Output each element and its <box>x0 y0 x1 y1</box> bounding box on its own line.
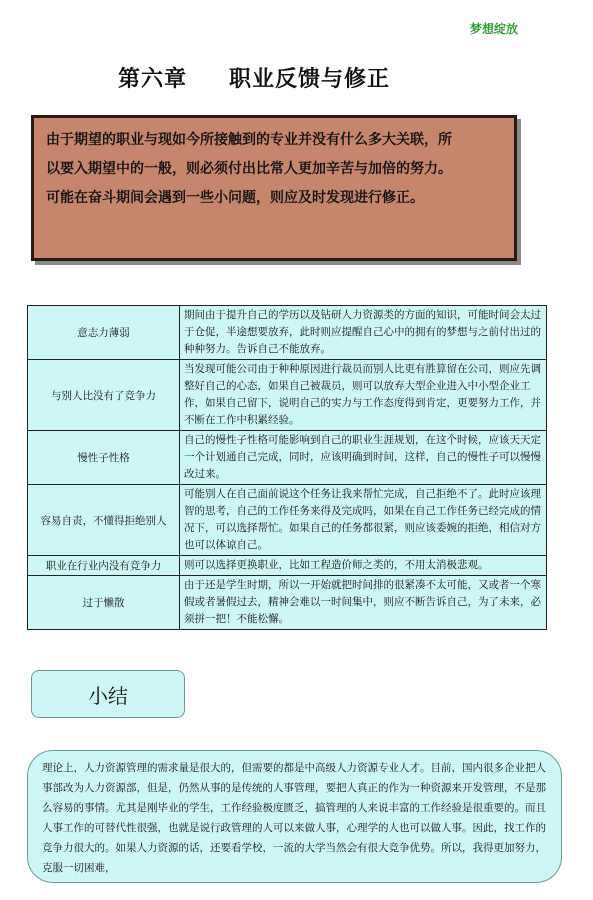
issue-cell: 意志力薄弱 <box>28 306 180 360</box>
table-row <box>28 360 547 431</box>
table-row <box>28 576 547 630</box>
table-row <box>28 431 547 485</box>
table-row <box>28 306 547 360</box>
issue-cell: 容易自责，不懂得拒绝别人 <box>28 485 180 556</box>
issues-table <box>27 305 547 630</box>
table-row <box>28 485 547 556</box>
intro-line: 以要入期望中的一般，则必须付出比常人更加辛苦与加倍的努力。 <box>46 161 452 177</box>
table-row <box>28 556 547 576</box>
solution-cell: 自己的慢性子性格可能影响到自己的职业生涯规划，在这个时候，应该天天定一个计划通自己完成，同时，应该明确到时间，这样，自己的慢性子可以慢慢改过来。 <box>180 431 547 485</box>
solution-cell: 当发现可能公司由于种种原因进行裁员而别人比更有胜算留在公司，则应先调整好自己的心态，如果自己被裁员，则可以放弃大型企业进入中小型企业工作，如果自己留下，说明自己的实力与工作态度得到肯定，更要努力工作，并不断在工作中积累经验。 <box>180 360 547 431</box>
solution-cell: 由于还是学生时期，所以一开始就把时间排的很紧凑不太可能，又或者一个寒假或者暑假过去，精神会难以一时间集中，则应不断告诉自己，为了未来，必须拼一把！不能松懈。 <box>180 576 547 630</box>
intro-line: 可能在奋斗期间会遇到一些小问题，则应及时发现进行修正。 <box>46 190 424 206</box>
issue-cell: 过于懒散 <box>28 576 180 630</box>
issue-cell: 职业在行业内没有竞争力 <box>28 556 180 576</box>
chapter-name: 职业反馈与修正 <box>229 67 391 92</box>
issue-cell: 慢性子性格 <box>28 431 180 485</box>
intro-box <box>31 115 517 261</box>
summary-heading: 小结 <box>31 670 185 718</box>
issue-cell: 与别人比没有了竞争力 <box>28 360 180 431</box>
solution-cell: 可能别人在自己面前说这个任务让我来帮忙完成，自己拒绝不了。此时应该理智的思考，自己的工作任务来得及完成吗，如果在自己工作任务已经完成的情况下，可以选择帮忙。如果自己的任务都很紧，则应该委婉的拒绝，相信对方也可以体谅自己。 <box>180 485 547 556</box>
solution-cell: 则可以选择更换职业，比如工程造价师之类的，不用太消极悲观。 <box>180 556 547 576</box>
solution-cell: 期间由于提升自己的学历以及钻研人力资源类的方面的知识，可能时间会太过于仓促，半途想要放弃，此时则应提醒自己心中的拥有的梦想与之前付出过的种种努力。告诉自己不能放弃。 <box>180 306 547 360</box>
intro-line: 由于期望的职业与现如今所接触到的专业并没有什么多大关联，所 <box>46 132 452 148</box>
chapter-title <box>118 62 390 93</box>
chapter-number: 第六章 <box>118 67 188 92</box>
summary-text: 理论上，人力资源管理的需求量是很大的，但需要的都是中高级人力资源专业人才。目前，国内很多企业把人事部改为人力资源部，但是，仍然从事的是传统的人事管理，要把人真正的作为一种资源来开发管理，不是那么容易的事情。尤其是刚毕业的学生，工作经验极度匮乏，搞管理的人来说丰富的工作经验是很重要的。而且人事工作的可替代性很强，也就是说行政管理的人可以来做人事，心理学的人也可以做人事。因此，找工作的竞争力很大的。如果人力资源的话，还要看学校，一流的大学当然会有很大竞争优势。所以，我得更加努力，克服一切困难， <box>27 750 562 883</box>
brand-label: 梦想绽放 <box>470 22 519 36</box>
